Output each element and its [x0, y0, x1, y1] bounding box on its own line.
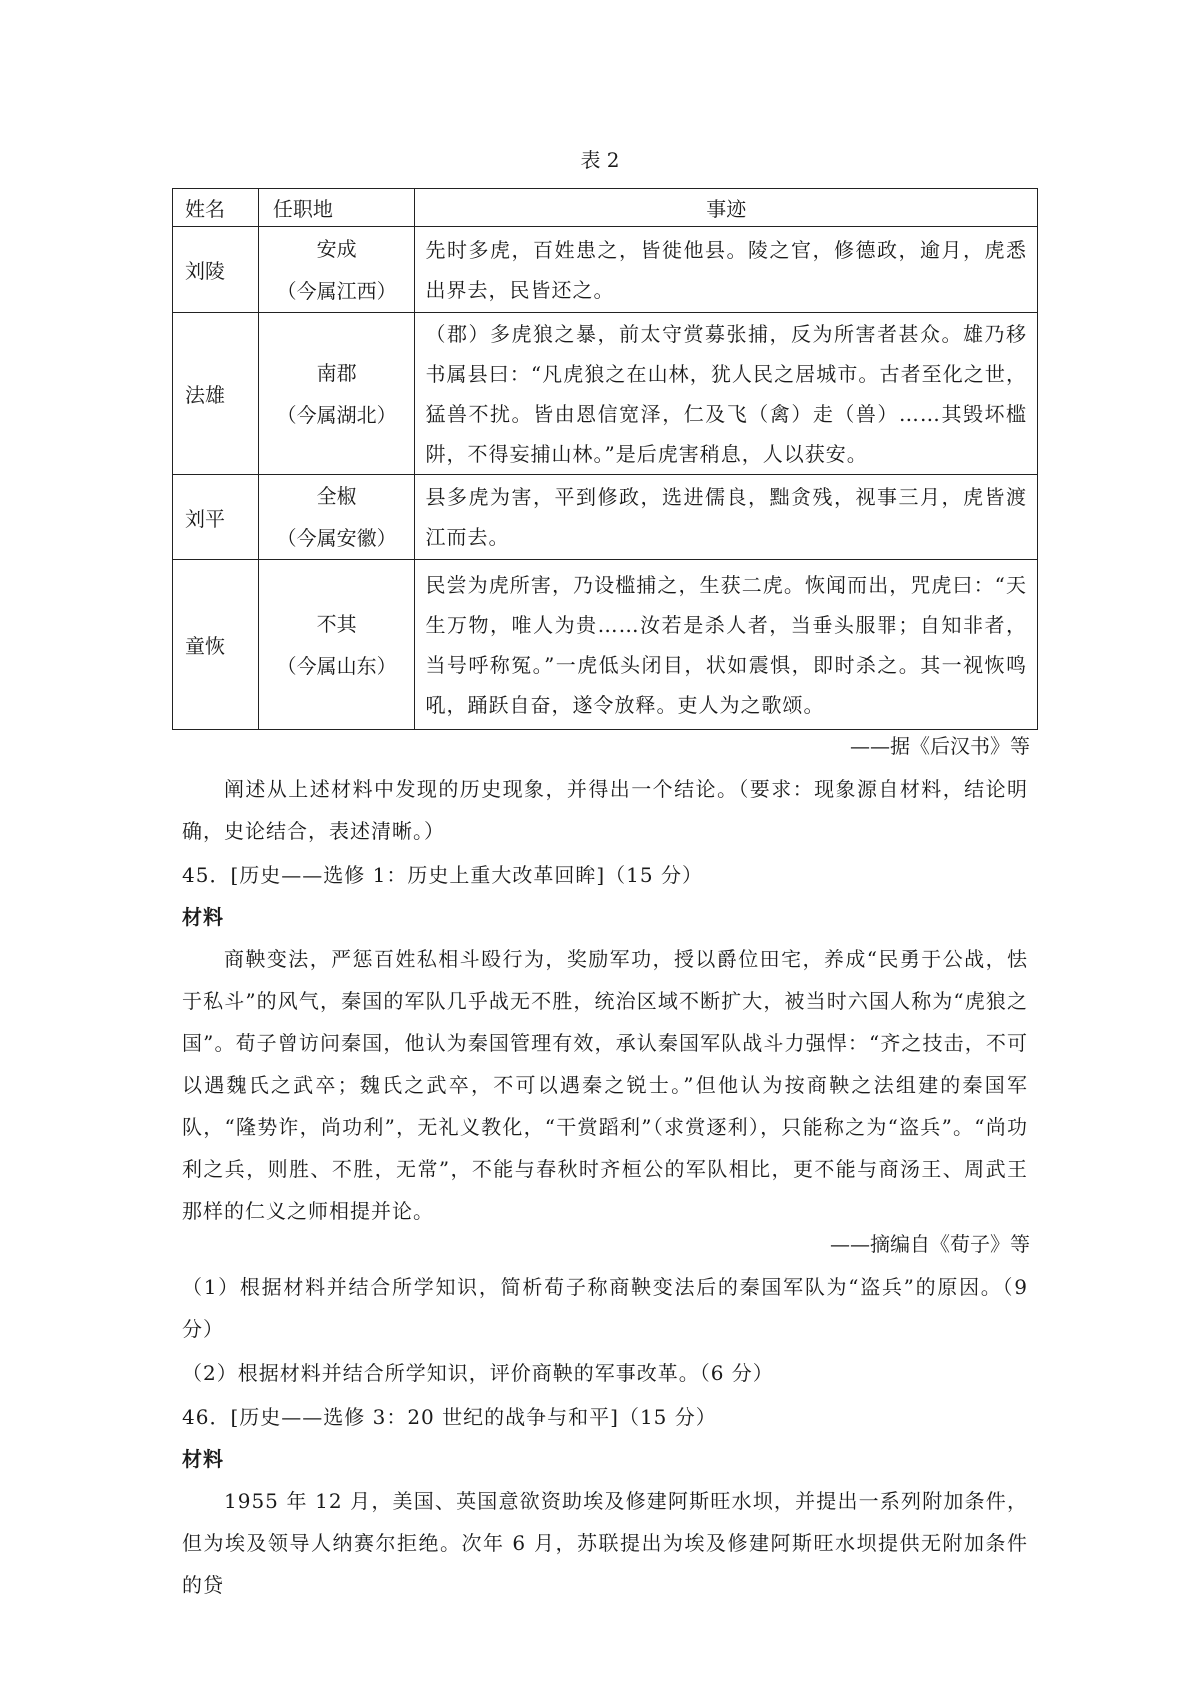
- cell-deed: [415, 313, 1038, 475]
- table-source: ——据《后汉书》等: [850, 734, 1030, 758]
- cell-place: [258, 560, 415, 730]
- cell-name: 刘平: [173, 475, 259, 560]
- cell-place: [258, 475, 415, 560]
- place-name: 南郡: [316, 360, 357, 385]
- cell-place: [258, 313, 415, 475]
- question-46-material-label: 材料: [182, 1447, 224, 1471]
- cell-name: 童恢: [173, 560, 259, 730]
- cell-deed: [415, 560, 1038, 730]
- records-table: [172, 188, 1038, 730]
- table-header-row: [173, 189, 1038, 227]
- table-row: [173, 475, 1038, 560]
- question-44-prompt: 阐述从上述材料中发现的历史现象，并得出一个结论。（要求：现象源自材料，结论明确，史论结合，表述清晰。）: [182, 777, 1028, 843]
- deed-text: 民尝为虎所害，乃设槛捕之，生获二虎。恢闻而出，咒虎曰：“天生万物，唯人为贵……汝若是杀人者，当垂头服罪；自知非者，当号呼称冤。”一虎低头闭目，状如震惧，即时杀之。其一视恢鸣吼，踊跃自奋，遂令放释。吏人为之歌颂。: [425, 572, 1027, 717]
- table-row: [173, 313, 1038, 475]
- question-45-source: ——摘编自《荀子》等: [830, 1232, 1030, 1256]
- question-45-part-2: （2）根据材料并结合所学知识，评价商鞅的军事改革。（6 分）: [182, 1361, 774, 1385]
- cell-deed: [415, 475, 1038, 560]
- place-note: （今属湖北）: [276, 402, 397, 427]
- header-place: 任职地: [258, 189, 415, 227]
- header-deed: 事迹: [415, 189, 1038, 227]
- cell-name: 刘陵: [173, 227, 259, 313]
- question-46-material: 1955 年 12 月，美国、英国意欲资助埃及修建阿斯旺水坝，并提出一系列附加条件，但为埃及领导人纳赛尔拒绝。次年 6 月，苏联提出为埃及修建阿斯旺水坝提供无附加条件的贷: [182, 1489, 1028, 1597]
- place-note: （今属山东）: [276, 653, 397, 678]
- header-name: 姓名: [173, 189, 259, 227]
- place-name: 安成: [316, 236, 357, 261]
- table-title: 表 2: [580, 148, 620, 172]
- place-note: （今属安徽）: [276, 526, 397, 550]
- cell-deed: [415, 227, 1038, 313]
- table-row: [173, 227, 1038, 313]
- cell-name: 法雄: [173, 313, 259, 475]
- question-45-part-1: （1）根据材料并结合所学知识，简析荀子称商鞅变法后的秦国军队为“盗兵”的原因。（9 分）: [182, 1275, 1028, 1341]
- table-row: [173, 560, 1038, 730]
- place-note: （今属江西）: [276, 278, 397, 303]
- place-name: 不其: [316, 611, 357, 636]
- place-name: 全椒: [316, 484, 357, 508]
- deed-text: 县多虎为害，平到修政，选进儒良，黜贪残，视事三月，虎皆渡江而去。: [425, 485, 1027, 549]
- question-46-heading: 46．[历史——选修 3：20 世纪的战争与和平]（15 分）: [182, 1405, 717, 1429]
- cell-place: [258, 227, 415, 313]
- deed-text: 先时多虎，百姓患之，皆徙他县。陵之官，修德政，逾月，虎悉出界去，民皆还之。: [425, 237, 1027, 302]
- deed-text: （郡）多虎狼之暴，前太守赏募张捕，反为所害者甚众。雄乃移书属县曰：“凡虎狼之在山林，犹人民之居城市。古者至化之世，猛兽不扰。皆由恩信宽泽，仁及飞（禽）走（兽）……其毁坏槛阱，不得妄捕山林。”是后虎害稍息，人以获安。: [425, 321, 1027, 466]
- question-45-material: 商鞅变法，严惩百姓私相斗殴行为，奖励军功，授以爵位田宅，养成“民勇于公战，怯于私斗”的风气，秦国的军队几乎战无不胜，统治区域不断扩大，被当时六国人称为“虎狼之国”。荀子曾访问秦国，他认为秦国管理有效，承认秦国军队战斗力强悍：“齐之技击，不可以遇魏氏之武卒；魏氏之武卒，不可以遇秦之锐士。”但他认为按商鞅之法组建的秦国军队，“隆势诈，尚功利”，无礼义教化，“干赏蹈利”（求赏逐利），只能称之为“盗兵”。“尚功利之兵，则胜、不胜，无常”，不能与春秋时齐桓公的军队相比，更不能与商汤王、周武王那样的仁义之师相提并论。: [182, 947, 1028, 1223]
- question-45-material-label: 材料: [182, 905, 224, 929]
- question-45-heading: 45．[历史——选修 1：历史上重大改革回眸]（15 分）: [182, 863, 703, 887]
